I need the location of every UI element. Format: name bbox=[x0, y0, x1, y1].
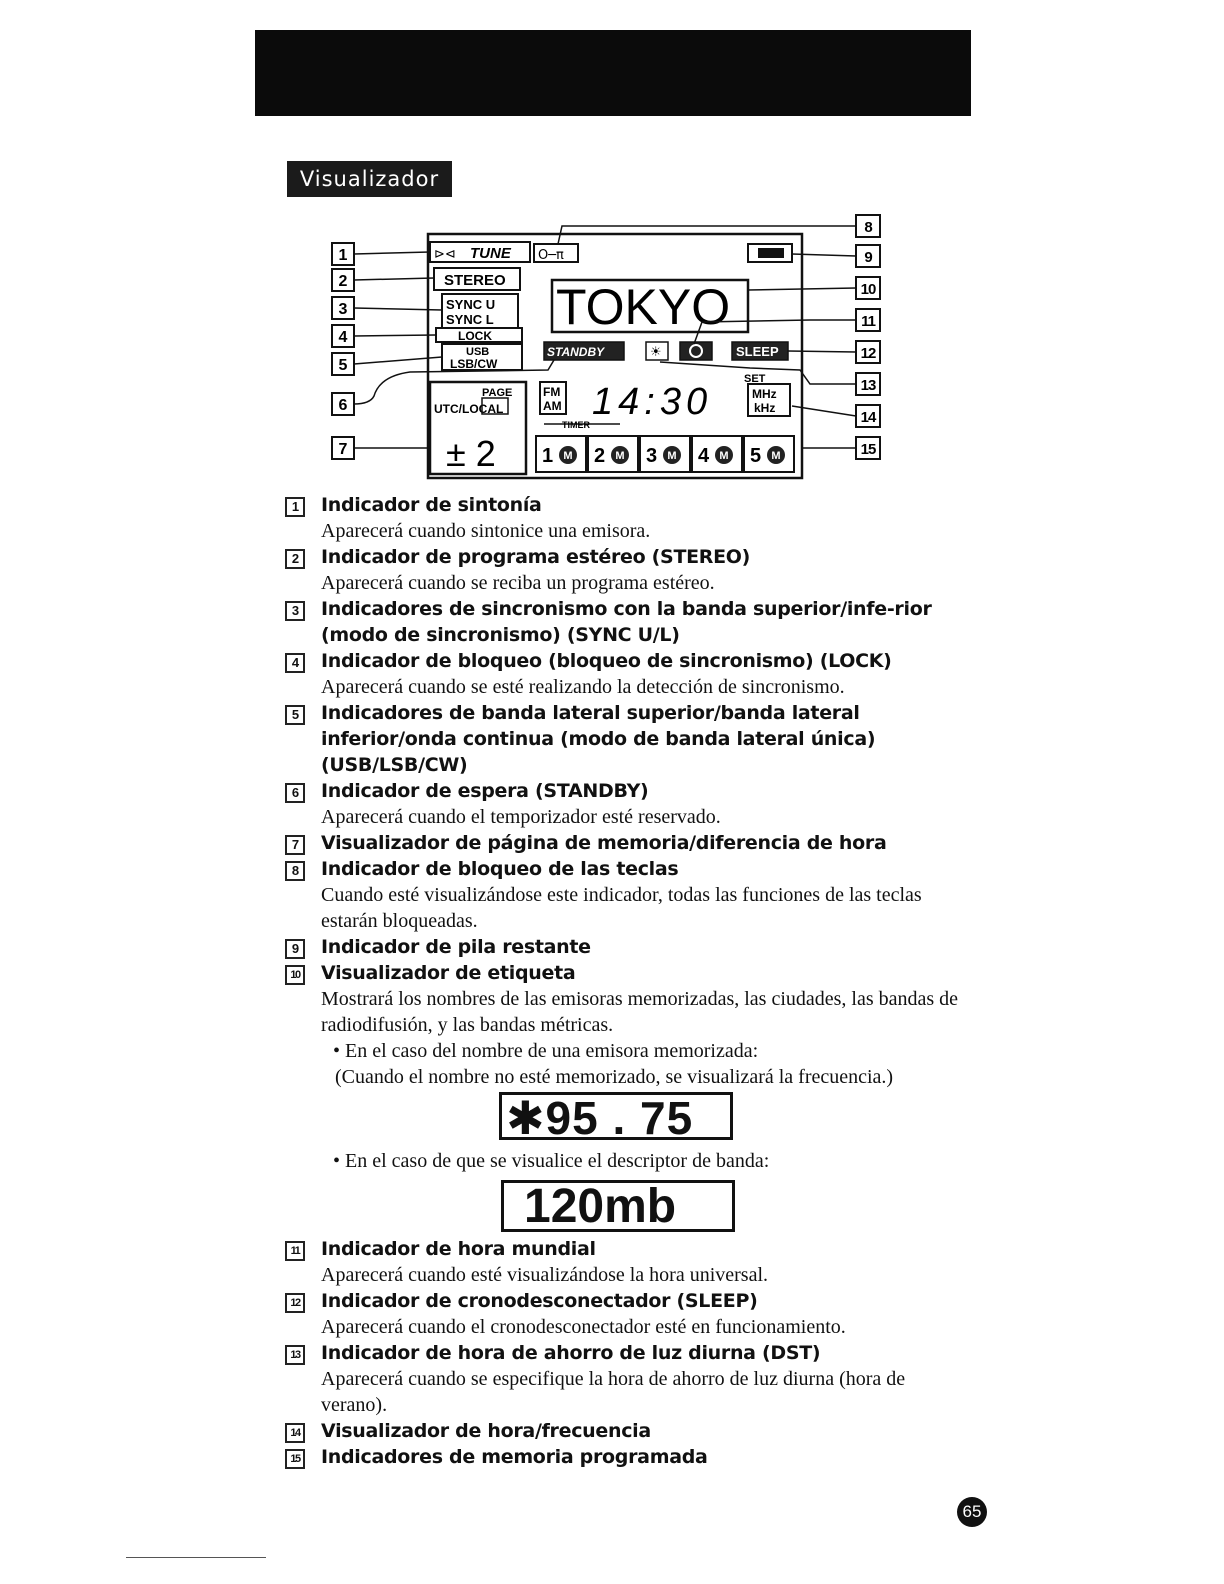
svg-text:4: 4 bbox=[698, 445, 710, 467]
svg-text:2: 2 bbox=[594, 445, 606, 467]
footer-divider bbox=[126, 1557, 266, 1558]
station-name-bullet: • En el caso del nombre de una emisora memorizada: bbox=[333, 1040, 759, 1062]
item-title: Indicadores de memoria programada bbox=[321, 1446, 708, 1468]
tune-label: TUNE bbox=[470, 245, 511, 262]
item-lock-indicator bbox=[285, 648, 965, 700]
item-number: 13 bbox=[285, 1345, 305, 1365]
item-description: Aparecerá cuando se especifique la hora de ahorro de luz diurna (hora de verano). bbox=[321, 1368, 906, 1416]
item-title: Indicador de sintonía bbox=[321, 494, 542, 516]
lsb-cw-label: LSB/CW bbox=[450, 357, 498, 371]
key-lock-icon: O─π bbox=[538, 248, 564, 263]
callout-15 bbox=[802, 437, 880, 459]
svg-text:5: 5 bbox=[338, 357, 348, 374]
item-description: Aparecerá cuando se reciba un programa estéreo. bbox=[321, 572, 715, 594]
am-label: AM bbox=[543, 399, 562, 413]
item-world-time-indicator bbox=[285, 1236, 965, 1288]
item-title: Indicadores de banda lateral superior/banda lateral inferior/onda continua (modo de banda lateral única) (USB/LSB/CW) bbox=[321, 702, 876, 776]
item-title: Visualizador de hora/frecuencia bbox=[321, 1420, 651, 1442]
item-number: 12 bbox=[285, 1293, 305, 1313]
preset-memory-row bbox=[536, 436, 794, 472]
callout-2 bbox=[332, 269, 434, 291]
item-ssb-indicators bbox=[285, 700, 965, 778]
item-number: 3 bbox=[285, 601, 305, 621]
svg-text:10: 10 bbox=[860, 281, 876, 298]
timer-label: TIMER bbox=[562, 420, 590, 430]
item-description: Aparecerá cuando el cronodesconectador esté en funcionamiento. bbox=[321, 1316, 846, 1338]
item-title: Indicador de hora mundial bbox=[321, 1238, 596, 1260]
svg-text:15: 15 bbox=[860, 441, 876, 458]
item-number: 5 bbox=[285, 705, 305, 725]
item-title: Visualizador de etiqueta bbox=[321, 962, 576, 984]
station-name-note: (Cuando el nombre no esté memorizado, se visualizará la frecuencia.) bbox=[335, 1066, 894, 1088]
item-memory-page-display bbox=[285, 830, 965, 856]
preset-memory-4 bbox=[692, 436, 742, 472]
svg-text:3: 3 bbox=[338, 301, 348, 318]
svg-text:11: 11 bbox=[861, 313, 875, 330]
item-description: Mostrará los nombres de las emisoras memorizadas, las ciudades, las bandas de radiodifusión, y las bandas métricas. bbox=[321, 988, 959, 1036]
mhz-label: MHz bbox=[752, 387, 777, 401]
page-number: 65 bbox=[957, 1497, 987, 1527]
item-description: Aparecerá cuando sintonice una emisora. bbox=[321, 520, 651, 542]
callout-3 bbox=[332, 297, 442, 319]
item-title: Indicador de pila restante bbox=[321, 936, 591, 958]
item-title: Indicadores de sincronismo con la banda superior/infe-rior (modo de sincronismo) (SYNC U/L) bbox=[321, 598, 932, 646]
svg-text:12: 12 bbox=[860, 345, 876, 362]
header-bar bbox=[255, 30, 971, 116]
svg-text:5: 5 bbox=[750, 445, 762, 467]
item-list bbox=[285, 492, 965, 1470]
item-number: 9 bbox=[285, 939, 305, 959]
item-number: 10 bbox=[285, 965, 305, 985]
item-number: 4 bbox=[285, 653, 305, 673]
svg-text:2: 2 bbox=[338, 273, 348, 290]
item-stereo-indicator bbox=[285, 544, 965, 596]
sync-l-label: SYNC L bbox=[446, 312, 494, 327]
item-number: 15 bbox=[285, 1449, 305, 1469]
item-title: Indicador de espera (STANDBY) bbox=[321, 780, 649, 802]
svg-text:14: 14 bbox=[860, 409, 876, 426]
item-time-frequency-display bbox=[285, 1418, 965, 1444]
item-title: Indicador de hora de ahorro de luz diurna (DST) bbox=[321, 1342, 821, 1364]
svg-text:3: 3 bbox=[646, 445, 658, 467]
item-title: Indicador de bloqueo (bloqueo de sincronismo) (LOCK) bbox=[321, 650, 892, 672]
item-tuning-indicator bbox=[285, 492, 965, 544]
svg-text:4: 4 bbox=[338, 329, 348, 346]
utc-local-label: UTC/LOCAL bbox=[434, 402, 504, 416]
callout-4 bbox=[332, 325, 436, 347]
callout-7 bbox=[332, 437, 430, 459]
item-battery-indicator bbox=[285, 934, 965, 960]
item-number: 6 bbox=[285, 783, 305, 803]
item-number: 11 bbox=[285, 1241, 305, 1261]
item-title: Indicador de bloqueo de las teclas bbox=[321, 858, 679, 880]
svg-text:M: M bbox=[719, 450, 729, 462]
sync-u-label: SYNC U bbox=[446, 297, 496, 312]
callout-1 bbox=[332, 243, 430, 265]
sleep-label: SLEEP bbox=[736, 344, 779, 359]
preset-memory-5 bbox=[744, 436, 794, 472]
svg-text:6: 6 bbox=[338, 397, 348, 414]
lcd-diagram bbox=[330, 210, 890, 480]
item-standby-indicator bbox=[285, 778, 965, 830]
callout-10 bbox=[748, 277, 880, 299]
item-label-display bbox=[285, 960, 965, 1232]
item-number: 2 bbox=[285, 549, 305, 569]
item-number: 14 bbox=[285, 1423, 305, 1443]
preset-memory-2 bbox=[588, 436, 638, 472]
preset-memory-1 bbox=[536, 436, 586, 472]
preset-memory-3 bbox=[640, 436, 690, 472]
standby-label: STANDBY bbox=[547, 345, 605, 359]
tune-arrows-icon: ⊳⊲ bbox=[434, 247, 456, 262]
svg-text:13: 13 bbox=[860, 377, 876, 394]
svg-text:M: M bbox=[615, 450, 625, 462]
item-preset-memory-indicators bbox=[285, 1444, 965, 1470]
callout-14 bbox=[792, 405, 880, 427]
item-sync-indicators bbox=[285, 596, 965, 648]
band-descriptor-bullet: • En el caso de que se visualice el descriptor de banda: bbox=[333, 1150, 770, 1172]
item-title: Visualizador de página de memoria/diferencia de hora bbox=[321, 832, 887, 854]
time-frequency-display: 14:30 bbox=[592, 381, 713, 423]
lock-label: LOCK bbox=[458, 329, 492, 343]
item-description: Cuando esté visualizándose este indicador, todas las funciones de las teclas estarán bloqueadas. bbox=[321, 884, 922, 932]
svg-text:M: M bbox=[667, 450, 677, 462]
item-sleep-indicator bbox=[285, 1288, 965, 1340]
item-title: Indicador de cronodesconectador (SLEEP) bbox=[321, 1290, 758, 1312]
page-label: PAGE bbox=[482, 387, 513, 399]
dst-sun-icon: ☀ bbox=[650, 345, 662, 360]
item-title: Indicador de programa estéreo (STEREO) bbox=[321, 546, 751, 568]
band-example-display: 120mb bbox=[501, 1180, 735, 1232]
svg-text:1: 1 bbox=[338, 247, 348, 264]
svg-text:8: 8 bbox=[864, 219, 872, 236]
stereo-label: STEREO bbox=[444, 272, 506, 289]
callout-9 bbox=[792, 245, 880, 267]
callout-8 bbox=[558, 215, 880, 244]
svg-text:9: 9 bbox=[864, 249, 872, 266]
set-label: SET bbox=[744, 373, 766, 385]
frequency-example-display: ✱95 . 75 bbox=[499, 1092, 733, 1140]
item-number: 1 bbox=[285, 497, 305, 517]
svg-text:M: M bbox=[771, 450, 781, 462]
usb-label: USB bbox=[466, 346, 490, 358]
khz-label: kHz bbox=[754, 401, 776, 415]
item-description: Aparecerá cuando esté visualizándose la hora universal. bbox=[321, 1264, 769, 1286]
time-difference-value: ± 2 bbox=[446, 433, 496, 474]
item-dst-indicator bbox=[285, 1340, 965, 1418]
item-description: Aparecerá cuando se esté realizando la detección de sincronismo. bbox=[321, 676, 845, 698]
item-description: Aparecerá cuando el temporizador esté reservado. bbox=[321, 806, 721, 828]
battery-icon bbox=[758, 248, 784, 258]
label-display-text: TOKYO bbox=[556, 279, 731, 335]
item-number: 8 bbox=[285, 861, 305, 881]
fm-label: FM bbox=[543, 385, 561, 399]
item-number: 7 bbox=[285, 835, 305, 855]
svg-text:1: 1 bbox=[542, 445, 554, 467]
section-label: Visualizador bbox=[287, 161, 452, 197]
svg-text:M: M bbox=[563, 450, 573, 462]
item-key-lock-indicator bbox=[285, 856, 965, 934]
svg-text:7: 7 bbox=[338, 441, 348, 458]
